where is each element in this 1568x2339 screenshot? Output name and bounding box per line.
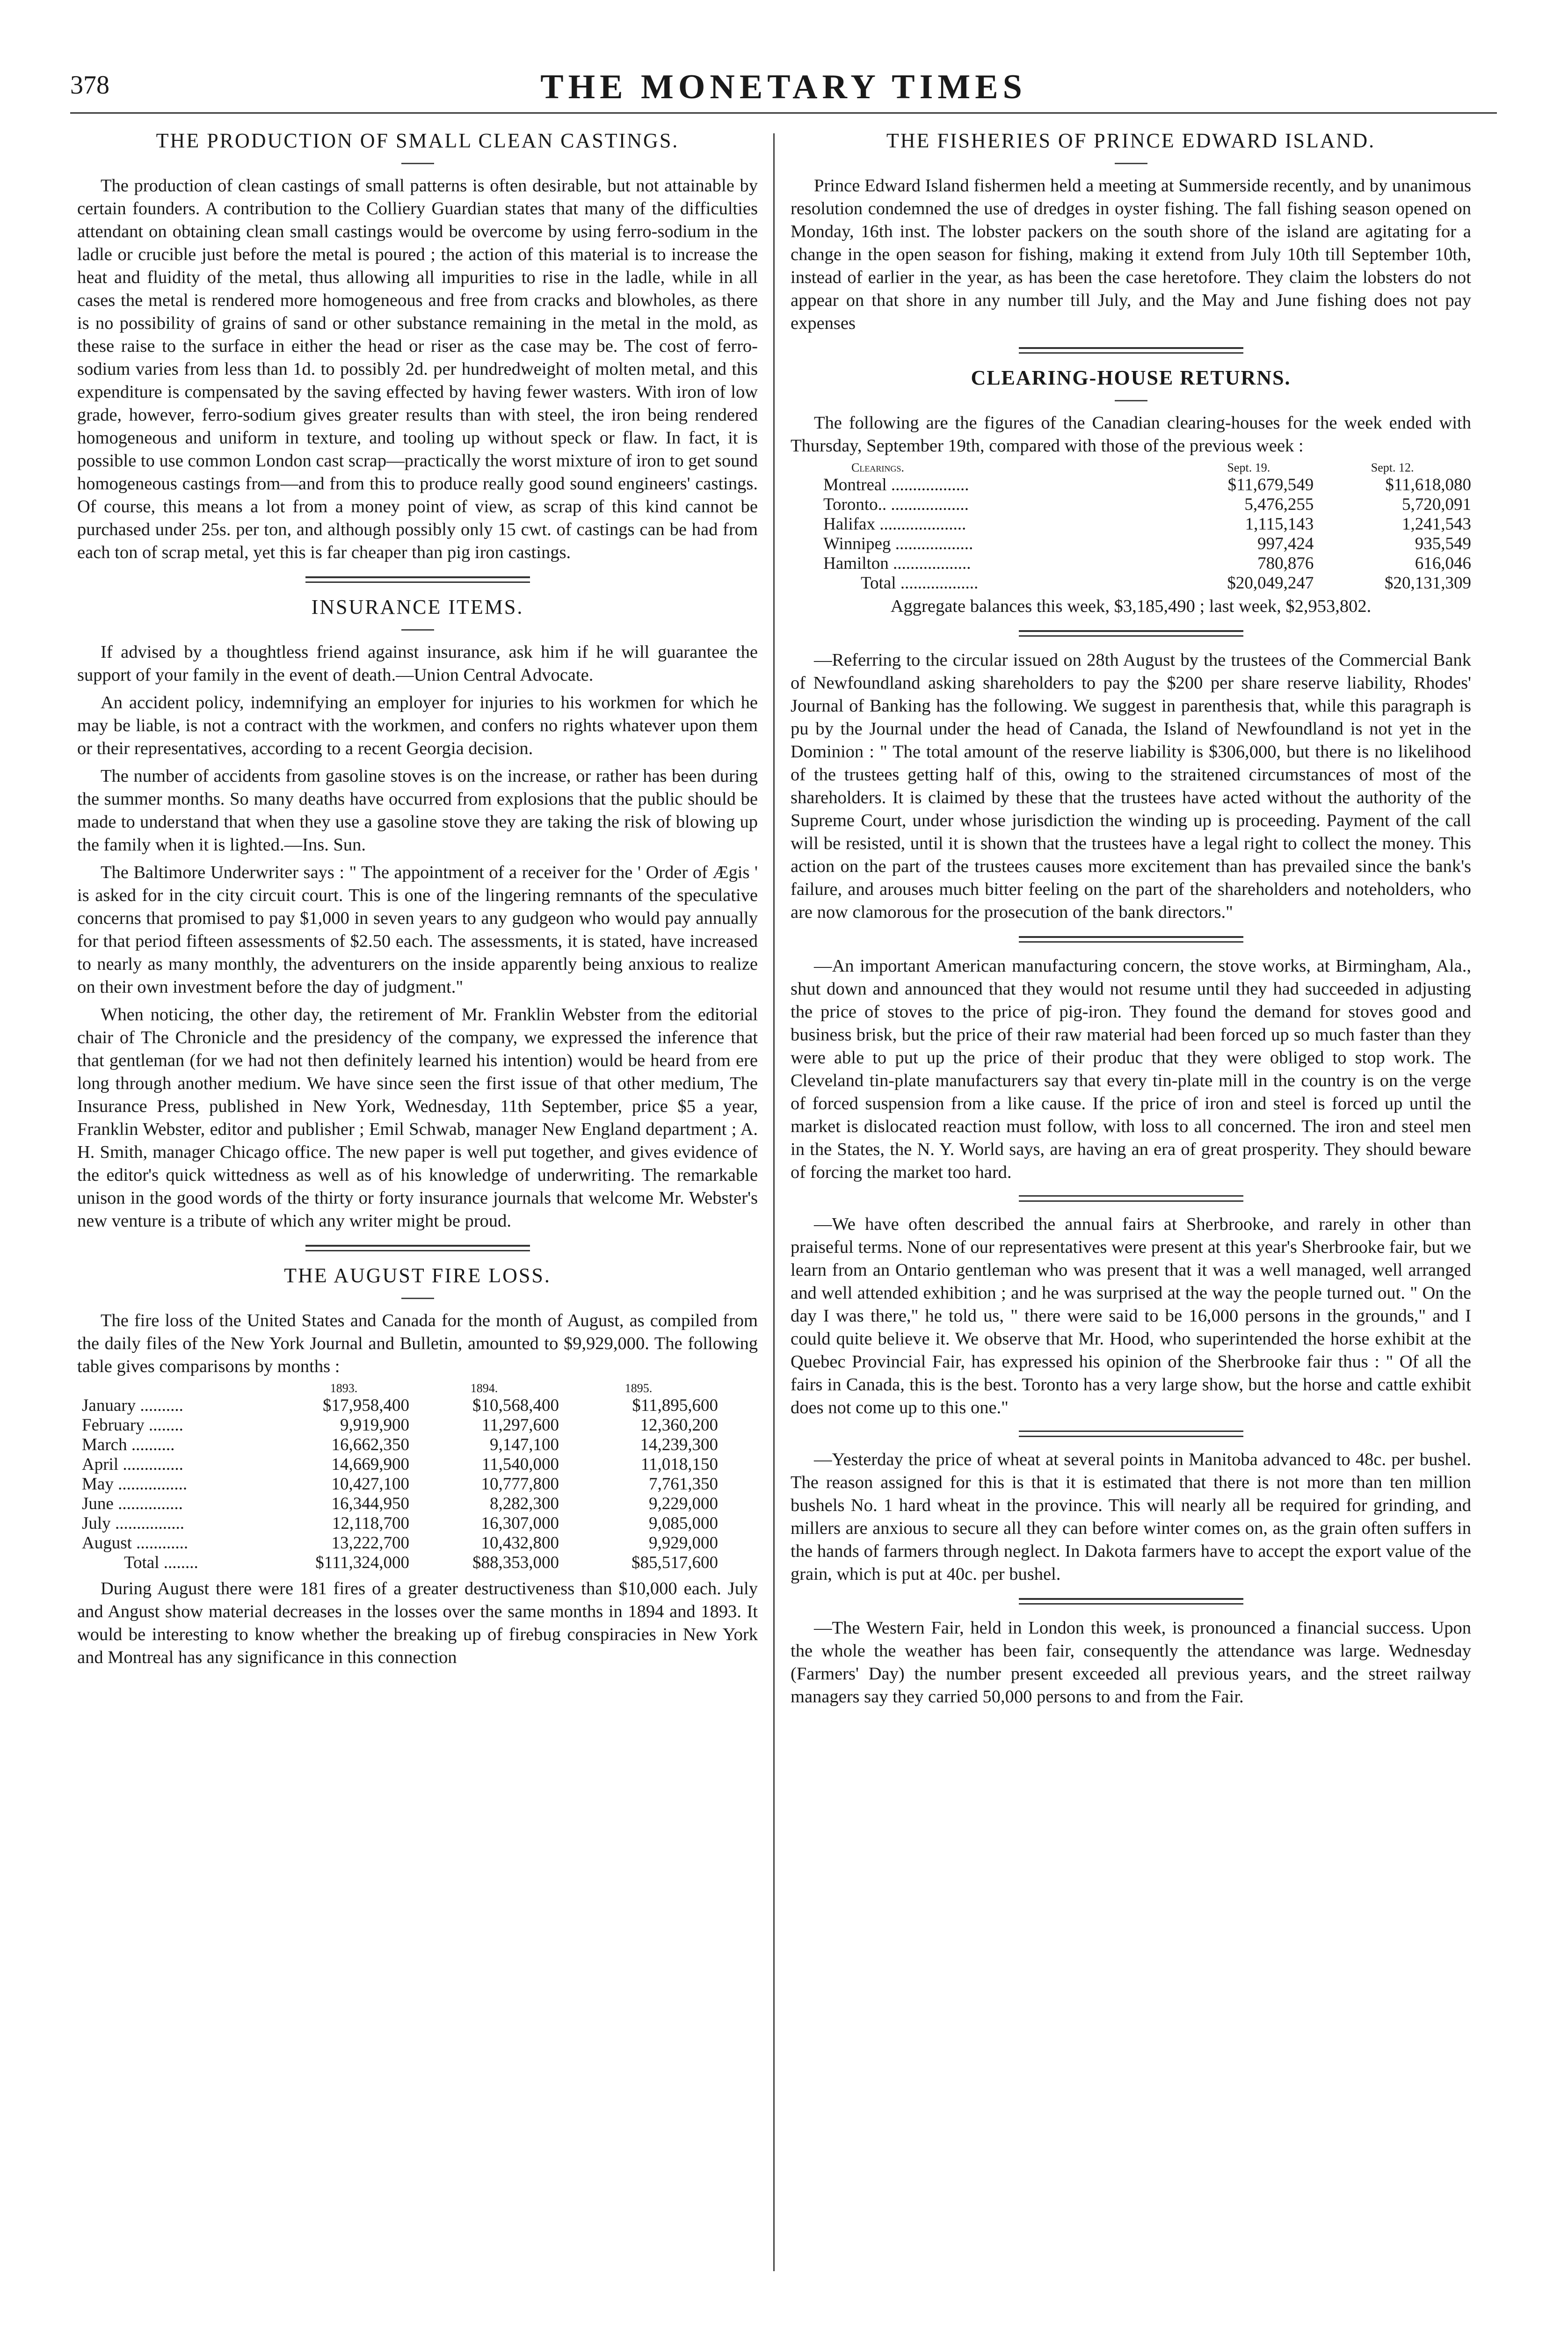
col-header: 1893.: [330, 1381, 358, 1395]
insurance-item-2: An accident policy, indemnifying an employer for injuries to his workmen for which he may be liable, is not a contract with the workmen, and confers no rights whatever upon them or their representatives, according to a recent Georgia decision.: [77, 693, 758, 758]
page-title: THE MONETARY TIMES: [540, 68, 1027, 106]
month-label: January: [82, 1396, 136, 1415]
cell: 5,720,091: [1402, 495, 1471, 514]
city-label: Winnipeg: [823, 534, 891, 553]
cell: 12,118,700: [332, 1514, 409, 1533]
cell: $11,618,080: [1385, 475, 1471, 494]
col-header: Sept. 12.: [1371, 461, 1414, 474]
cell: 11,018,150: [640, 1455, 718, 1474]
fire-loss-heading: THE AUGUST FIRE LOSS.: [284, 1264, 551, 1287]
cell: 9,147,100: [490, 1435, 559, 1454]
cell: 10,777,800: [481, 1475, 559, 1494]
insurance-item-3: The number of accidents from gasoline stoves is on the increase, or rather has been during the summer months. So many deaths have occurred from explosions that the public should be made to understand that when they use a gasoline stove they are taking the risk of blowing up the family when it is lighted.—Ins. Sun.: [77, 766, 758, 855]
section-rule: [1019, 347, 1243, 354]
heading-dash: [401, 629, 434, 631]
cell: 1,115,143: [1245, 515, 1314, 534]
city-label: Hamilton: [823, 554, 889, 573]
cell: 9,929,000: [649, 1533, 718, 1553]
cell: $20,049,247: [1227, 574, 1314, 593]
cell: 997,424: [1257, 534, 1314, 553]
heading-dash: [401, 163, 434, 164]
heading-dash: [401, 1298, 434, 1299]
table-row: June ............... 16,344,950 8,282,300 9,229,000: [82, 1494, 718, 1513]
table-row: March .......... 16,662,350 9,147,100 14,239,300: [82, 1435, 718, 1454]
cell: 11,297,600: [481, 1416, 559, 1435]
cell: 1,241,543: [1402, 515, 1471, 534]
month-label: August: [82, 1533, 132, 1553]
cell: 935,549: [1415, 534, 1471, 553]
heading-dash: [1115, 163, 1147, 164]
column-divider: [773, 133, 775, 2271]
fire-loss-table: [82, 1381, 718, 1573]
section-rule: [305, 576, 530, 583]
cell: 7,761,350: [649, 1475, 718, 1494]
col-header: Clearings.: [851, 461, 904, 474]
clearing-intro: The following are the figures of the Canadian clearing-houses for the week ended with Thursday, September 19th, compared with those of the previous week :: [791, 413, 1471, 456]
total-label: Total: [124, 1553, 160, 1572]
cell: 13,222,700: [331, 1533, 409, 1553]
section-rule: [1019, 1195, 1243, 1202]
section-rule: [305, 1245, 530, 1251]
month-label: June: [82, 1494, 114, 1513]
section-rule: [1019, 1431, 1243, 1437]
cell: 9,085,000: [649, 1514, 718, 1533]
total-row: Total .................. $20,049,247 $20,131,309: [861, 574, 1471, 593]
table-row: May ................ 10,427,100 10,777,800 7,761,350: [82, 1475, 718, 1494]
insurance-item-5: When noticing, the other day, the retirement of Mr. Franklin Webster from the editorial chair of The Chronicle and the presidency of the company, we expressed the inference that that gentleman (for we had not then definitely learned his intention) would be heard from ere long through another medium. We have since seen the first issue of that other medium, The Insurance Press, published in New York, Wednesday, 11th September, price $5 a year, Franklin Webster, editor and publisher ; Emil Schwab, manager New England department ; A. H. Smith, manager Chicago office. The new paper is well put together, and gives evidence of the editor's quick wittedness as well as of his knowledge of underwriting. The remarkable unison in the good words of the thirty or forty insurance journals that welcome Mr. Webster's new venture is a tribute of which any writer might be proud.: [77, 1005, 758, 1231]
cell: 10,427,100: [331, 1475, 409, 1494]
insurance-item-4: The Baltimore Underwriter says : " The appointment of a receiver for the ' Order of Ægis ' is asked for in the city circuit court. This is one of the lingering remnants of the speculative concerns that promised to pay $1,000 in seven years to any gudgeon who would pay annually for that period fifteen assessments of $2.50 each. The assessments, it is stated, have increased to nearly as many monthly, the adventurers on the inside apparently being anxious to realize on their own investment before the day of judgment.": [77, 863, 758, 997]
month-label: May: [82, 1475, 114, 1494]
month-label: July: [82, 1514, 111, 1533]
cell: 16,344,950: [331, 1494, 409, 1513]
fire-loss-closing: During August there were 181 fires of a greater destructiveness than $10,000 each. July and Angust show material decreases in the losses over the same months in 1894 and 1893. It would be interesting to know whether the breaking up of firebug conspiracies in New York and Montreal has any significance in this connection: [77, 1579, 758, 1667]
page-header: [70, 70, 1497, 114]
city-label: Montreal: [823, 475, 887, 494]
total-label: Total: [861, 574, 896, 593]
page-number: 378: [70, 71, 109, 100]
table-row: Hamilton .................. 780,876 616,046: [823, 554, 1471, 573]
cell: 8,282,300: [490, 1494, 559, 1513]
table-row: February ........ 9,919,900 11,297,600 12,360,200: [82, 1416, 718, 1435]
total-row: Total ........ $111,324,000 $88,353,000 $85,517,600: [124, 1553, 718, 1572]
cell: 16,662,350: [331, 1435, 409, 1454]
insurance-heading: INSURANCE ITEMS.: [311, 596, 524, 618]
section-rule: [1019, 936, 1243, 943]
cell: 14,239,300: [640, 1435, 718, 1454]
wheat-article: —Yesterday the price of wheat at several points in Manitoba advanced to 48c. per bushel. The reason assigned for this is that it is estimated that there is not more than ten million bushels No. 1 hard wheat in the province. This will nearly all be required for grinding, and millers are anxious to secure all they can before winter comes on, as the grain often suffers in the hands of farmers through neglect. In Dakota farmers have to accept the export value of the grain, which is put at 40c. per bushel.: [791, 1450, 1471, 1584]
cell: 14,669,900: [331, 1455, 409, 1474]
cell: 616,046: [1415, 554, 1471, 573]
section-rule: [1019, 630, 1243, 637]
table-row: July ................ 12,118,700 16,307,000 9,085,000: [82, 1514, 718, 1533]
clearing-table: [823, 460, 1471, 593]
cell: 11,540,000: [481, 1455, 559, 1474]
cell: 9,229,000: [649, 1494, 718, 1513]
col-header: 1894.: [470, 1381, 498, 1395]
cell: 12,360,200: [640, 1416, 718, 1435]
table-row: August ............ 13,222,700 10,432,800 9,929,000: [82, 1533, 718, 1553]
stove-article: —An important American manufacturing concern, the stove works, at Birmingham, Ala., shut down and announced that they would not resume until they had succeeded in adjusting the price of stoves to the price of pig-iron. They found the demand for stoves good and business brisk, but the price of their raw material had been forced up so much faster than they were able to put up the price of their produc that they were obliged to stop work. The Cleveland tin-plate manufacturers say that every tin-plate mill in the country is on the verge of forced suspension from a like cause. If the price of iron and steel is forced up until the market is dislocated reaction must follow, with loss to all concerned. The iron and steel men in the States, the N. Y. World says, are having an era of great prosperity. They should beware of forcing the market too hard.: [791, 956, 1471, 1182]
cell: $11,895,600: [632, 1396, 718, 1415]
col-header: Sept. 19.: [1227, 461, 1270, 474]
table-row: Winnipeg .................. 997,424 935,549: [823, 534, 1471, 553]
sherbrooke-article: —We have often described the annual fairs at Sherbrooke, and rarely in other than praiseful terms. None of our representatives were present at this year's Sherbrooke fair, but we learn from an Ontario gentleman who was present that it was a well managed, well arranged and well attended exhibition ; and he was surprised at the way the people turned out. " On the day I was there," he told us, " there were said to be 16,000 persons in the grounds," and I could quite believe it. We observe that Mr. Hood, who superintended the horse exhibit at the Quebec Provincial Fair, has expressed his opinion of the Sherbrooke fair thus : " Of all the fairs in Canada, this is the best. Toronto has a very large show, but the horse and cattle exhibit does not come up to this one.": [791, 1214, 1471, 1417]
table-row: April .............. 14,669,900 11,540,000 11,018,150: [82, 1455, 718, 1474]
fire-loss-intro: The fire loss of the United States and Canada for the month of August, as compiled from the daily files of the New York Journal and Bulletin, amounted to $9,929,000. The following table gives comparisons by months :: [77, 1311, 758, 1376]
table-row: Halifax .................... 1,115,143 1,241,543: [823, 515, 1471, 534]
section-rule: [1019, 1598, 1243, 1605]
castings-heading: THE PRODUCTION OF SMALL CLEAN CASTINGS.: [156, 129, 679, 152]
cell: $111,324,000: [315, 1553, 409, 1572]
table-row: Toronto.. .................. 5,476,255 5,720,091: [823, 495, 1471, 514]
table-row: Montreal .................. $11,679,549 $11,618,080: [823, 475, 1471, 494]
month-label: February: [82, 1416, 145, 1435]
left-column: [77, 129, 758, 1669]
fisheries-article: Prince Edward Island fishermen held a meeting at Summerside recently, and by unanimous resolution condemned the use of dredges in oyster fishing. The fall fishing season opened on Monday, 16th inst. The lobster packers on the south shore of the island are agitating for a change in the open season for fishing, making it extend from July 10th till September 10th, instead of earlier in the year, as has been the case heretofore. They claim the lobsters do not appear on that shore in any number till July, and the May and June fishing does not pay expenses: [791, 176, 1471, 333]
fisheries-heading: THE FISHERIES OF PRINCE EDWARD ISLAND.: [886, 129, 1376, 152]
cell: 16,307,000: [481, 1514, 559, 1533]
newfoundland-article: —Referring to the circular issued on 28th August by the trustees of the Commercial Bank of Newfoundland asking shareholders to pay the $200 per share reserve liability, Rhodes' Journal of Banking has the following. We suggest in parenthesis that, while this paragraph is pu by the Journal under the head of Canada, the Island of Newfoundland is not yet in the Dominion : " The total amount of the reserve liability is $306,000, but there is no likelihood of the trustees getting half of this, owing to the straitened circumstances of most of the shareholders. It is claimed by these that the trustees have acted without the authority of the Supreme Court, under whose jurisdiction the winding up is proceeding. Payment of the call will be resisted, until it is shown that the trustees have a legal right to collect the money. This action on the part of the trustees causes more excitement than has prevailed since the bank's failure, and arouses much bitter feeling on the part of the shareholders and noteholders, who are now clamorous for the prosecution of the bank directors.": [791, 650, 1471, 922]
cell: $17,958,400: [323, 1396, 409, 1415]
cell: $85,517,600: [632, 1553, 718, 1572]
castings-article: The production of clean castings of small patterns is often desirable, but not attainable by certain founders. A contribution to the Colliery Guardian states that many of the difficulties attendant on obtaining clean small castings would be overcome by using ferro-sodium in the ladle or crucible just before the metal is poured ; the action of this material is to increase the heat and fluidity of the metal, thus allowing all impurities to rise in the ladle, while in all cases the metal is rendered more homogeneous and free from cracks and blowholes, as there is no possibility of grains of sand or other substance remaining in the metal in the mold, as these raise to the surface in either the head or riser as the case may be. The cost of ferro-sodium varies from less than 1d. to possibly 2d. per hundredweight of molten metal, and this expenditure is compensated by the saving effected by having fewer wasters. With iron of low grade, however, ferro-sodium gives greater results than with steel, the iron being rendered homogeneous and uniform in texture, and tooling up without speck or flaw. In fact, it is possible to use common London cast scrap—practically the worst mixture of iron to get sound homogeneous castings from—and from this to produce really good sound engineers' castings. Of course, this means a lot from a money point of view, as scrap of this kind cannot be purchased under 25s. per ton, and although possibly only 15 cwt. of castings can be had from each ton of scrap metal, yet this is far cheaper than pig iron castings.: [77, 176, 758, 562]
table-row: January .......... $17,958,400 $10,568,400 $11,895,600: [82, 1396, 718, 1415]
cell: 10,432,800: [481, 1533, 559, 1553]
heading-dash: [1115, 400, 1147, 401]
month-label: March: [82, 1435, 127, 1454]
right-column: [791, 129, 1471, 1708]
aggregate-balances: Aggregate balances this week, $3,185,490 ; last week, $2,953,802.: [890, 596, 1372, 616]
cell: 9,919,900: [340, 1416, 409, 1435]
cell: $20,131,309: [1385, 574, 1471, 593]
cell: $10,568,400: [472, 1396, 559, 1415]
col-header: 1895.: [624, 1381, 653, 1395]
month-label: April: [82, 1455, 119, 1474]
cell: $88,353,000: [472, 1553, 559, 1572]
cell: 5,476,255: [1244, 495, 1314, 514]
cell: $11,679,549: [1227, 475, 1314, 494]
clearing-heading: CLEARING-HOUSE RETURNS.: [971, 366, 1291, 389]
cell: 780,876: [1257, 554, 1314, 573]
insurance-item-1: If advised by a thoughtless friend against insurance, ask him if he will guarantee the support of your family in the event of death.—Union Central Advocate.: [77, 642, 758, 685]
city-label: Halifax: [823, 515, 875, 534]
city-label: Toronto: [823, 495, 878, 514]
western-fair-article: —The Western Fair, held in London this week, is pronounced a financial success. Upon the whole the weather has been fair, consequently the attendance was large. Wednesday (Farmers' Day) the number present exceeded all previous years, and the street railway managers say they carried 50,000 persons to and from the Fair.: [791, 1618, 1471, 1707]
